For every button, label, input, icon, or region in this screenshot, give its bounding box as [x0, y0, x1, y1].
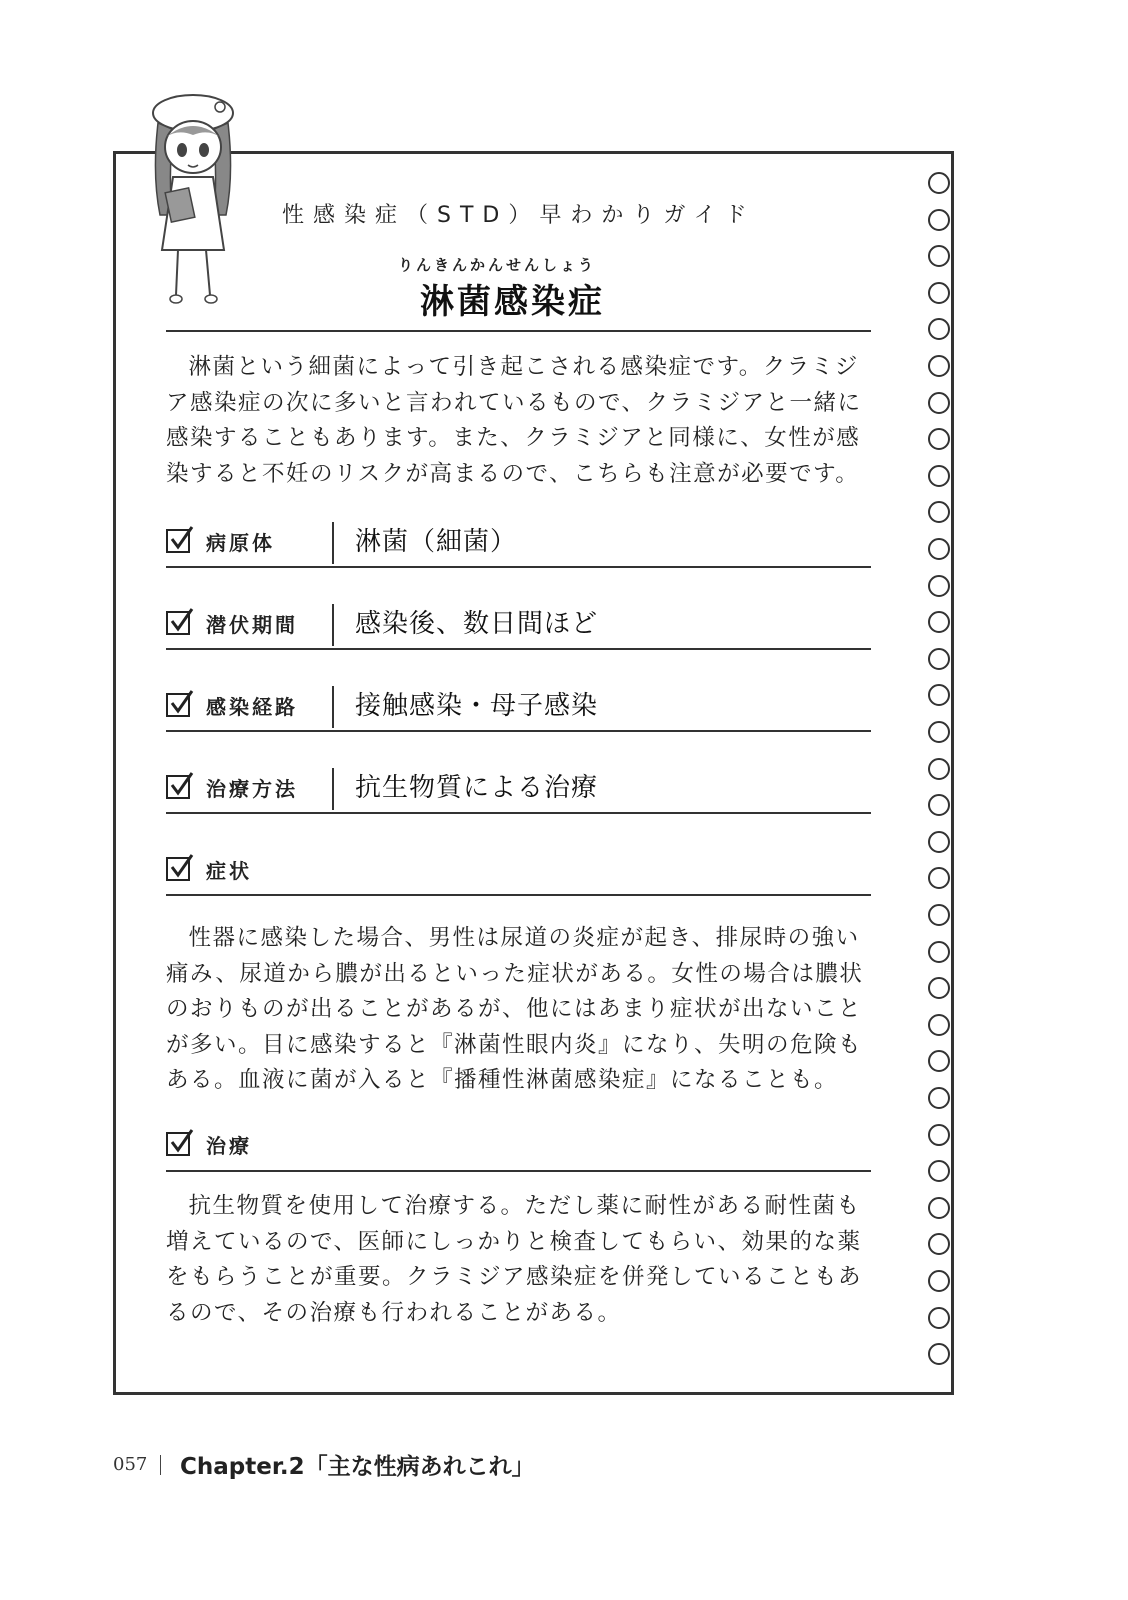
checkbox-icon: [166, 1132, 190, 1156]
checkbox-icon: [166, 857, 190, 881]
field-value-pathogen: 淋菌（細菌）: [355, 527, 518, 557]
binder-ring: [928, 1124, 950, 1146]
field-label-route: 感染経路: [206, 695, 298, 719]
field-divider: [166, 812, 871, 814]
footer-separator: [160, 1455, 161, 1475]
binder-ring: [928, 392, 950, 414]
field-separator: [332, 686, 334, 728]
title-ruby: りんきんかんせんしょう: [398, 256, 597, 274]
binder-ring: [928, 1197, 950, 1219]
binder-ring: [928, 1270, 950, 1292]
field-label-pathogen: 病原体: [206, 531, 275, 555]
binder-ring: [928, 538, 950, 560]
symptoms-paragraph: 性器に感染した場合、男性は尿道の炎症が起き、排尿時の強い痛み、尿道から膿が出るといった症状がある。女性の場合は膿状のおりものが出ることがあるが、他にはあまり症状が出ないことが多い。目に感染すると『淋菌性眼内炎』になり、失明の危険もある。血液に菌が入ると『播種性淋菌感染症』になることも。: [166, 925, 864, 1093]
field-separator: [332, 604, 334, 646]
field-label-treatment-method: 治療方法: [206, 777, 298, 801]
field-divider: [166, 730, 871, 732]
symptoms-divider: [166, 894, 871, 896]
binder-ring: [928, 648, 950, 670]
binder-ring: [928, 904, 950, 926]
nurse-mascot-illustration: [138, 85, 248, 315]
intro-paragraph: 淋菌という細菌によって引き起こされる感染症です。クラミジア感染症の次に多いと言われているもので、クラミジアと一緒に感染することもあります。また、クラミジアと同様に、女性が感染すると不妊のリスクが高まるので、こちらも注意が必要です。: [166, 354, 862, 487]
binder-ring: [928, 941, 950, 963]
page-number: 057: [113, 1454, 148, 1475]
field-value-route: 接触感染・母子感染: [355, 691, 599, 721]
guide-title: 性感染症（STD）早わかりガイド: [282, 203, 756, 228]
treatment-divider: [166, 1170, 871, 1172]
binder-ring: [928, 721, 950, 743]
treatment-paragraph: 抗生物質を使用して治療する。ただし薬に耐性がある耐性菌も増えているので、医師にしっかりと検査してもらい、効果的な薬をもらうことが重要。クラミジア感染症を併発していることもあるので、その治療も行われることがある。: [166, 1193, 863, 1326]
binder-ring: [928, 575, 950, 597]
field-divider: [166, 648, 871, 650]
binder-ring: [928, 1307, 950, 1329]
field-separator: [332, 768, 334, 810]
field-divider: [166, 566, 871, 568]
binder-ring: [928, 758, 950, 780]
binder-ring: [928, 1014, 950, 1036]
page-title: 淋菌感染症: [420, 282, 605, 322]
binder-ring: [928, 1087, 950, 1109]
chapter-title: Chapter.2「主な性病あれこれ」: [180, 1454, 535, 1480]
field-separator: [332, 522, 334, 564]
binder-ring: [928, 282, 950, 304]
field-value-incubation: 感染後、数日間ほど: [355, 609, 599, 639]
checkbox-icon: [166, 693, 190, 717]
checkbox-icon: [166, 775, 190, 799]
binder-ring: [928, 209, 950, 231]
field-value-treatment-method: 抗生物質による治療: [355, 773, 599, 803]
checkbox-icon: [166, 611, 190, 635]
binder-ring: [928, 172, 950, 194]
title-divider: [166, 330, 871, 332]
field-label-incubation: 潜伏期間: [206, 613, 298, 637]
checkbox-icon: [166, 529, 190, 553]
binder-ring: [928, 465, 950, 487]
binder-ring: [928, 355, 950, 377]
binder-ring: [928, 831, 950, 853]
treatment-heading: 治療: [206, 1134, 252, 1158]
symptoms-heading: 症状: [206, 859, 252, 883]
